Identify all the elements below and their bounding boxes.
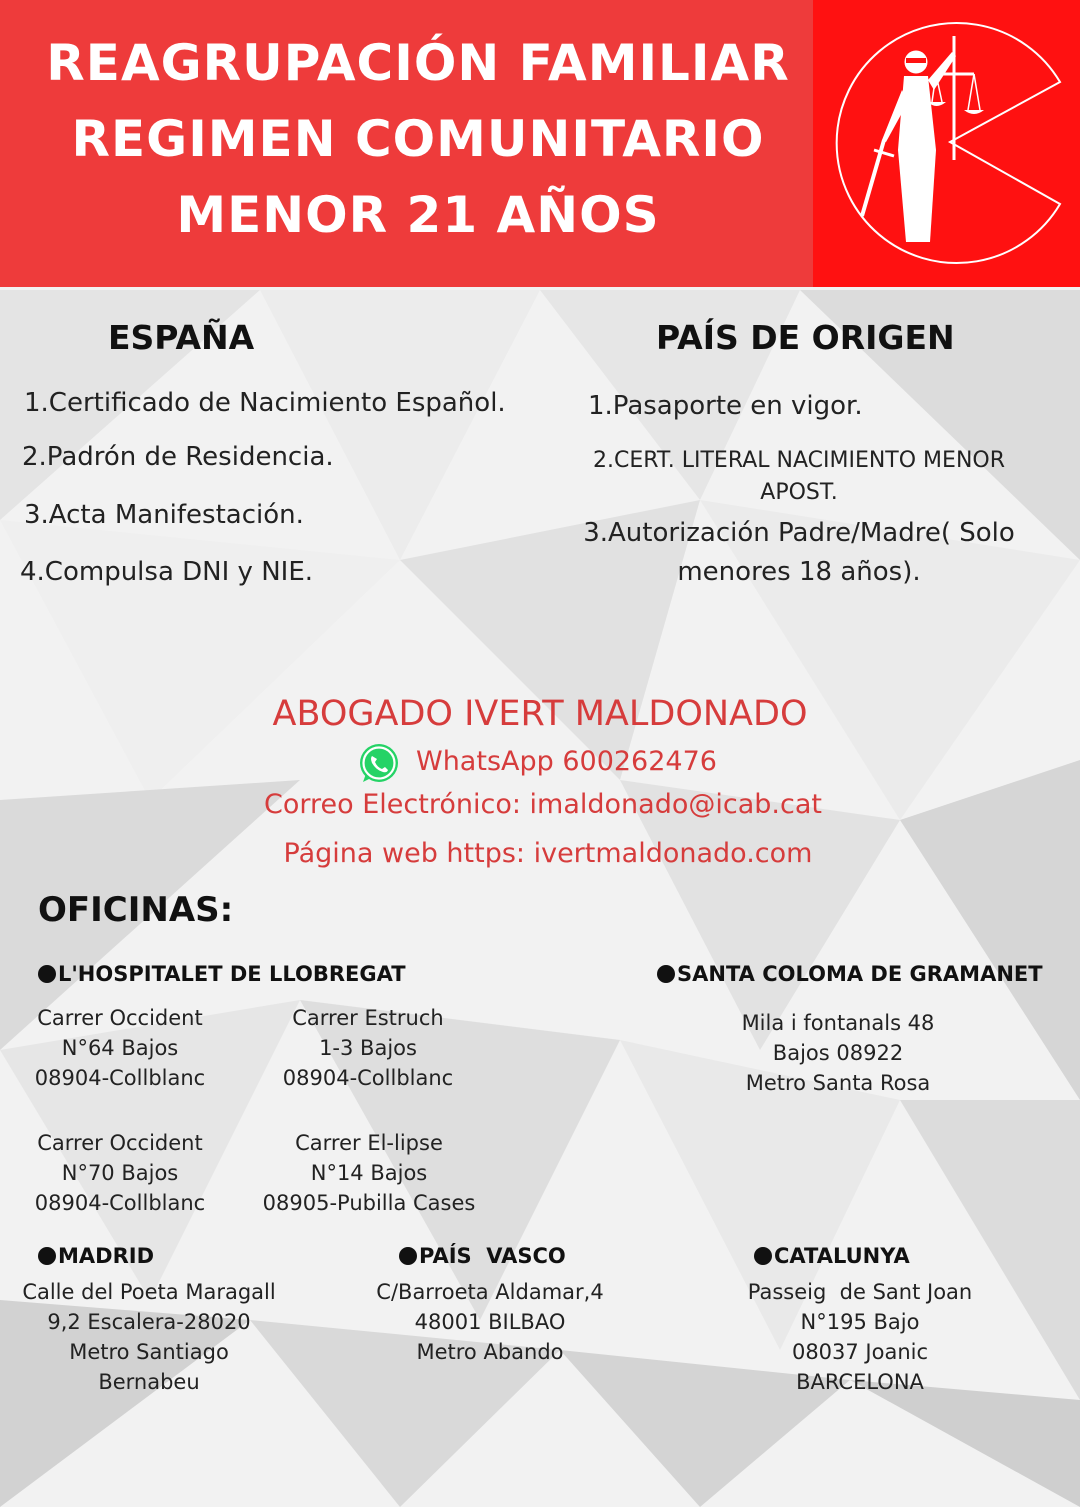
- address-line: 08037 Joanic: [791, 1340, 929, 1364]
- origin-item-3-line-1: 3.Autorización Padre/Madre( Solo: [583, 518, 1015, 548]
- office-santa-coloma-heading: [657, 962, 1043, 986]
- justice-logo-icon: [824, 10, 1076, 274]
- email-line[interactable]: Correo Electrónico: imaldonado@icab.cat: [264, 789, 822, 820]
- office-hospitalet-name: L'HOSPITALET DE LLOBREGAT: [58, 962, 406, 986]
- spain-heading: ESPAÑA: [108, 318, 255, 357]
- address-line: 08904-Collblanc: [282, 1066, 454, 1090]
- origin-item-2-line-2: APOST.: [760, 480, 838, 505]
- lawyer-name: ABOGADO IVERT MALDONADO: [272, 694, 808, 734]
- bullet-icon: [38, 965, 56, 983]
- office-hospitalet-heading: [38, 962, 406, 986]
- address-line: Carrer Estruch: [292, 1006, 444, 1030]
- office-hospitalet-address-3: [20, 1128, 220, 1218]
- origin-item-2: [575, 445, 1023, 509]
- office-catalunya-address: [740, 1277, 980, 1397]
- origin-heading: PAÍS DE ORIGEN: [656, 318, 955, 357]
- address-line: Carrer El-lipse: [295, 1131, 443, 1155]
- address-line: Bajos 08922: [772, 1041, 904, 1065]
- origin-item-3-line-2: menores 18 años).: [677, 557, 921, 587]
- bullet-icon: [754, 1247, 772, 1265]
- address-line: N°195 Bajo: [800, 1310, 920, 1334]
- office-hospitalet-address-1: [20, 1003, 220, 1093]
- origin-item-3: [575, 514, 1023, 592]
- address-line: N°64 Bajos: [61, 1036, 179, 1060]
- address-line: Mila i fontanals 48: [741, 1011, 935, 1035]
- address-line: 08904-Collblanc: [34, 1066, 206, 1090]
- office-santa-coloma-address: [718, 1008, 958, 1098]
- origin-item-1: 1.Pasaporte en vigor.: [588, 391, 863, 421]
- address-line: Bernabeu: [98, 1370, 200, 1394]
- bullet-icon: [399, 1247, 417, 1265]
- address-line: Metro Santa Rosa: [745, 1071, 931, 1095]
- title-line-2: REGIMEN COMUNITARIO: [71, 110, 765, 168]
- address-line: Metro Abando: [416, 1340, 564, 1364]
- offices-title: OFICINAS:: [38, 890, 234, 930]
- website-line[interactable]: Página web https: ivertmaldonado.com: [283, 838, 813, 869]
- spain-item-3: 3.Acta Manifestación.: [24, 500, 304, 530]
- whatsapp-icon: [357, 742, 401, 786]
- office-madrid-heading: [38, 1244, 154, 1268]
- office-madrid-name: MADRID: [58, 1244, 154, 1268]
- office-hospitalet-address-2: [268, 1003, 468, 1093]
- title-line-1: REAGRUPACIÓN FAMILIAR: [46, 34, 790, 92]
- address-line: Calle del Poeta Maragall: [22, 1280, 276, 1304]
- office-santa-coloma-name: SANTA COLOMA DE GRAMANET: [677, 962, 1043, 986]
- address-line: Carrer Occident: [37, 1006, 203, 1030]
- office-hospitalet-address-4: [258, 1128, 480, 1218]
- spain-item-4: 4.Compulsa DNI y NIE.: [20, 557, 314, 587]
- address-line: C/Barroeta Aldamar,4: [376, 1280, 604, 1304]
- address-line: Passeig de Sant Joan: [747, 1280, 973, 1304]
- office-catalunya-heading: [754, 1244, 910, 1268]
- whatsapp-number[interactable]: WhatsApp 600262476: [416, 746, 717, 777]
- address-line: N°14 Bajos: [310, 1161, 428, 1185]
- address-line: 48001 BILBAO: [414, 1310, 566, 1334]
- spain-item-1: 1.Certificado de Nacimiento Español.: [24, 388, 506, 418]
- address-line: Carrer Occident: [37, 1131, 203, 1155]
- address-line: N°70 Bajos: [61, 1161, 179, 1185]
- header-banner: [0, 0, 1080, 287]
- title-line-3: MENOR 21 AÑOS: [176, 186, 660, 244]
- address-line: 08904-Collblanc: [34, 1191, 206, 1215]
- address-line: 9,2 Escalera-28020: [47, 1310, 251, 1334]
- office-pais-vasco-heading: [399, 1244, 566, 1268]
- office-pais-vasco-address: [370, 1277, 610, 1367]
- office-pais-vasco-name: PAÍS VASCO: [419, 1244, 566, 1268]
- address-line: 08905-Pubilla Cases: [262, 1191, 476, 1215]
- bullet-icon: [657, 965, 675, 983]
- bullet-icon: [38, 1247, 56, 1265]
- office-madrid-address: [22, 1277, 276, 1397]
- address-line: Metro Santiago: [69, 1340, 229, 1364]
- office-catalunya-name: CATALUNYA: [774, 1244, 910, 1268]
- spain-item-2: 2.Padrón de Residencia.: [22, 442, 334, 472]
- origin-item-2-line-1: 2.CERT. LITERAL NACIMIENTO MENOR: [592, 448, 1006, 473]
- address-line: BARCELONA: [796, 1370, 924, 1394]
- address-line: 1-3 Bajos: [319, 1036, 417, 1060]
